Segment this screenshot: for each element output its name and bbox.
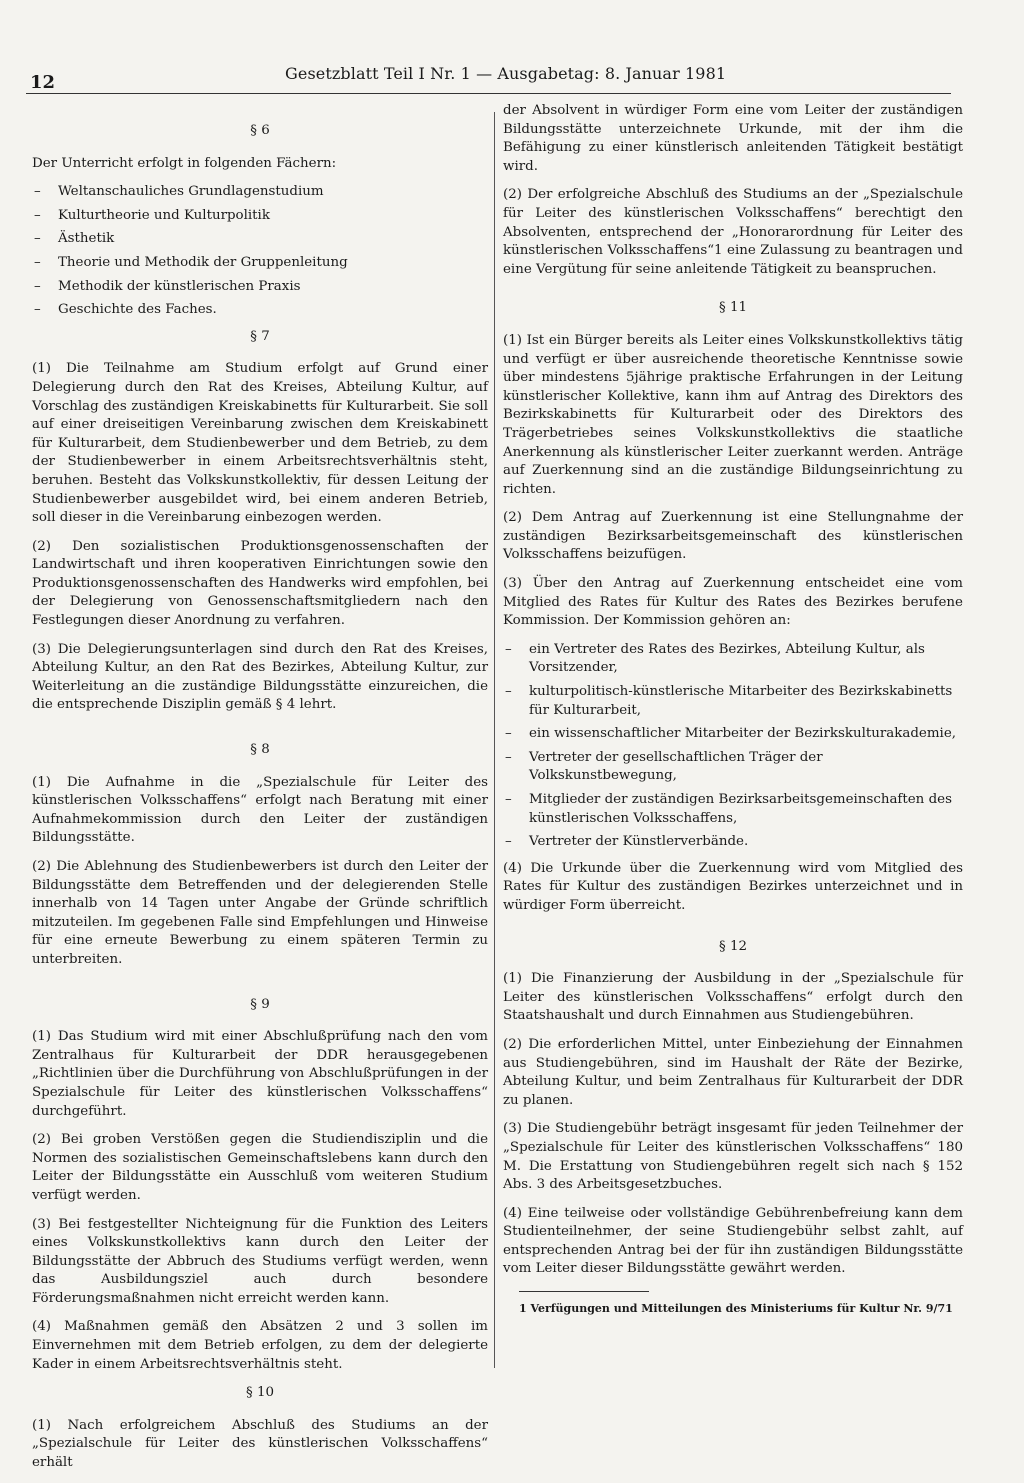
section-heading-9: § 9	[250, 996, 270, 1012]
paragraph: der Absolvent in würdiger Form eine vom Leiter der zuständigen Bildungsstätte unterzeichnete Urkunde, mit der ihm die Befähigung zu einer künstlerisch anleitenden Tätigkeit bestätigt wird.	[503, 103, 963, 174]
paragraph: (4) Eine teilweise oder vollständige Gebührenbefreiung kann dem Studienteilnehmer, der seine Studiengebühr selbst zahlt, auf entsprechenden Antrag bei der für ihn zuständigen Bildungsstätte vom Leiter dieser Bildungsstätte gewährt werden.	[503, 1205, 963, 1277]
list-item: – ein Vertreter des Rates des Bezirkes, Abteilung Kultur, als Vorsitzender,	[503, 641, 963, 678]
paragraph: (1) Die Finanzierung der Ausbildung in der „Spezialschule für Leiter des künstlerischen Volksschaffens“ erfolgt durch den Staatshaushalt und durch Einnahmen aus Studiengebühren.	[503, 971, 963, 1024]
list-item: – ein wissenschaftlicher Mitarbeiter der Bezirkskulturakademie,	[503, 725, 963, 744]
list-item: – Theorie und Methodik der Gruppenleitung	[32, 254, 488, 273]
s11-commission-list	[503, 641, 963, 852]
column-divider	[494, 112, 495, 1368]
paragraph: (1) Die Aufnahme in die „Spezialschule für Leiter des künstlerischen Volksschaffens“ erfolgt nach Beratung mit einer Aufnahmekommission durch den Leiter der zuständigen Bildungsstätte.	[32, 774, 488, 846]
paragraph: (1) Nach erfolgreichem Abschluß des Studiums an der „Spezialschule für Leiter des künstlerischen Volksschaffens“ erhält	[32, 1417, 488, 1471]
paragraph: (1) Die Teilnahme am Studium erfolgt auf Grund einer Delegierung durch den Rat des Kreises, Abteilung Kultur, auf Vorschlag des zuständigen Kreiskabinetts für Kulturarbeit. Sie soll auf einer dreiseitigen Vereinbarung zwischen dem Kreiskabinett für Kulturarbeit, dem Studienbewerber und dem Betrieb, zu dem der Studienbewerber in einem Arbeitsrechtsverhältnis steht, beruhen. Besteht das Volkskunstkollektiv, für dessen Leitung der Studienbewerber ausgebildet wird, bei einem anderen Betrieb, soll dieser in die Vereinbarung einbezogen werden.	[32, 361, 488, 526]
paragraph: (1) Ist ein Bürger bereits als Leiter eines Volkskunstkollektivs tätig und verfügt er über ausreichende theoretische Kenntnisse sowie über mindestens 5jährige praktische Erfahrungen in der Leitung künstlerischer Kollektive, kann ihm auf Antrag des Direktors des Bezirkskabinetts für Kulturarbeit oder des Direktors des Trägerbetriebes seines Volkskunstkollektivs die staatliche Anerkennung als künstlerischer Leiter zuerkannt werden. Anträge auf Zuerkennung sind an die zuständige Bildungseinrichtung zu richten.	[503, 332, 963, 497]
header-title: Gesetzblatt Teil I Nr. 1 — Ausgabetag: 8. Januar 1981	[285, 64, 727, 83]
paragraph: (3) Über den Antrag auf Zuerkennung entscheidet eine vom Mitglied des Rates für Kultur des Rates des Bezirkes berufene Kommission. Der Kommission gehören an:	[503, 576, 963, 629]
list-item: – Vertreter der Künstlerverbände.	[503, 833, 963, 852]
paragraph: (2) Dem Antrag auf Zuerkennung ist eine Stellungnahme der zuständigen Bezirksarbeitsgemeinschaft des künstlerischen Volksschaffens beizufügen.	[503, 510, 963, 563]
footnote: 1 Verfügungen und Mitteilungen des Ministeriums für Kultur Nr. 9/71	[519, 1302, 953, 1316]
paragraph: (2) Den sozialistischen Produktionsgenossenschaften der Landwirtschaft und ihren kooperativen Einrichtungen sowie den Produktionsgenossenschaften des Handwerks wird empfohlen, bei der Delegierung von Genossenschaftsmitgliedern nach den Festlegungen dieser Anordnung zu verfahren.	[32, 538, 488, 629]
paragraph: (4) Maßnahmen gemäß den Absätzen 2 und 3 sollen im Einvernehmen mit dem Betrieb erfolgen, zu dem der delegierte Kader in einem Arbeitsrechtsverhältnis steht.	[32, 1319, 488, 1372]
left-column	[32, 114, 488, 1483]
list-item: – Weltanschauliches Grundlagenstudium	[32, 183, 488, 202]
list-item: – Kulturtheorie und Kulturpolitik	[32, 207, 488, 226]
paragraph: (2) Die erforderlichen Mittel, unter Einbeziehung der Einnahmen aus Studiengebühren, sind im Haushalt der Räte der Bezirke, Abteilung Kultur, und beim Zentralhaus für Kulturarbeit der DDR zu planen.	[503, 1036, 963, 1108]
s6-intro: Der Unterricht erfolgt in folgenden Fächern:	[32, 155, 337, 171]
paragraph: (1) Das Studium wird mit einer Abschlußprüfung nach den vom Zentralhaus für Kulturarbeit der DDR herausgegebenen „Richtlinien über die Durchführung von Abschlußprüfungen in der Spezialschule für Leiter des künstlerischen Volksschaffens“ durchgeführt.	[32, 1029, 488, 1119]
list-item: – Vertreter der gesellschaftlichen Träger der Volkskunstbewegung,	[503, 749, 963, 786]
header-rule	[26, 93, 951, 94]
list-item: – kulturpolitisch-künstlerische Mitarbeiter des Bezirkskabinetts für Kulturarbeit,	[503, 683, 963, 720]
paragraph: (3) Die Studiengebühr beträgt insgesamt für jeden Teilnehmer der „Spezialschule für Leiter des künstlerischen Volksschaffens“ 180 M. Die Erstattung von Studiengebühren regelt sich nach § 152 Abs. 3 des Arbeitsgesetzbuches.	[503, 1121, 963, 1193]
right-column	[503, 102, 963, 1319]
section-heading-7: § 7	[250, 328, 270, 344]
list-item: – Mitglieder der zuständigen Bezirksarbeitsgemeinschaften des künstlerischen Volksschaffens,	[503, 791, 963, 828]
page-header	[30, 64, 950, 92]
section-heading-10: § 10	[246, 1385, 274, 1401]
section-heading-11: § 11	[719, 300, 747, 316]
s6-subject-list	[32, 183, 488, 320]
footnote-rule	[519, 1291, 649, 1292]
paragraph: (2) Die Ablehnung des Studienbewerbers ist durch den Leiter der Bildungsstätte dem Betreffenden und der delegierenden Stelle innerhalb von 14 Tagen unter Angabe der Gründe schriftlich mitzuteilen. Im gegebenen Falle sind Empfehlungen und Hinweise für eine erneute Bewerbung zu einem späteren Termin zu unterbreiten.	[32, 859, 488, 967]
paragraph: (3) Bei festgestellter Nichteignung für die Funktion des Leiters eines Volkskunstkollektivs kann durch den Leiter der Bildungsstätte der Abbruch des Studiums verfügt werden, wenn das Ausbildungsziel auch durch besondere Förderungsmaßnahmen nicht erreicht werden kann.	[32, 1216, 488, 1306]
section-heading-8: § 8	[250, 742, 270, 758]
section-heading-12: § 12	[719, 938, 747, 954]
paragraph: (4) Die Urkunde über die Zuerkennung wird vom Mitglied des Rates für Kultur des zuständigen Bezirkes unterzeichnet und in würdiger Form überreicht.	[503, 860, 963, 913]
list-item: – Methodik der künstlerischen Praxis	[32, 278, 488, 297]
paragraph: (2) Der erfolgreiche Abschluß des Studiums an der „Spezialschule für Leiter des künstlerischen Volksschaffens“ berechtigt den Absolventen, entsprechend der „Honorarordnung für Leiter des künstlerischen Volksschaffens“1 eine Zulassung zu beantragen und eine Vergütung für seine anleitende Tätigkeit zu beanspruchen.	[503, 187, 963, 277]
page-number: 12	[30, 72, 56, 93]
list-item: – Geschichte des Faches.	[32, 301, 488, 320]
list-item: – Ästhetik	[32, 230, 488, 249]
section-heading-6: § 6	[250, 123, 270, 138]
paragraph: (3) Die Delegierungsunterlagen sind durch den Rat des Kreises, Abteilung Kultur, an den Rat des Bezirkes, Abteilung Kultur, zur Weiterleitung an die zuständige Bildungsstätte einzureichen, die die entsprechende Disziplin gemäß § 4 lehrt.	[32, 641, 488, 713]
paragraph: (2) Bei groben Verstößen gegen die Studiendisziplin und die Normen des sozialistischen Gemeinschaftslebens kann durch den Leiter der Bildungsstätte ein Ausschluß vom weiteren Studium verfügt werden.	[32, 1132, 488, 1203]
